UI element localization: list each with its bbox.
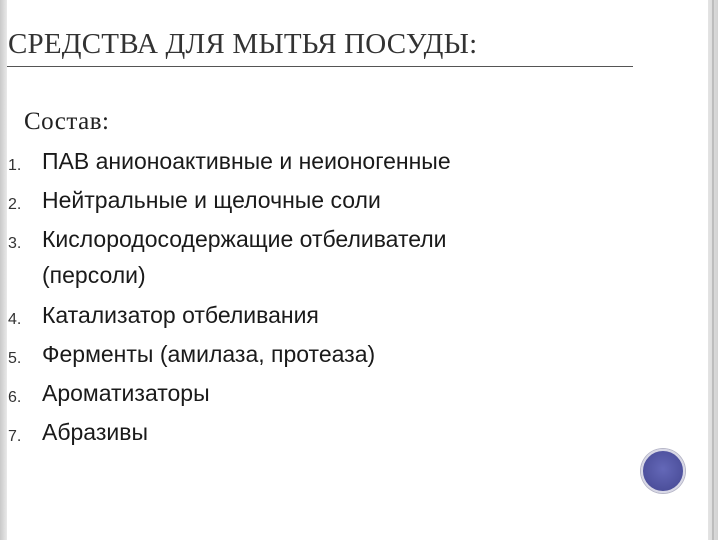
list-item-text: Кислородосодержащие отбеливатели <box>42 226 447 252</box>
slide-title: СРЕДСТВА ДЛЯ МЫТЬЯ ПОСУДЫ: <box>8 28 478 60</box>
slide-frame-left <box>0 0 7 540</box>
list-item-text: ПАВ анионоактивные и неионогенные <box>42 148 451 174</box>
list-item-text: Ферменты (амилаза, протеаза) <box>42 341 376 367</box>
list-item-number: 4. <box>8 311 22 328</box>
list-item-number: 6. <box>8 389 22 406</box>
list-item-text: Катализатор отбеливания <box>42 302 319 328</box>
list-item-text-continuation: (персоли) <box>42 262 146 288</box>
decorative-circle <box>641 449 685 493</box>
slide-frame-right-line <box>712 0 714 540</box>
slide-subtitle: Состав: <box>24 108 110 135</box>
title-underline <box>7 66 633 67</box>
list-item-number: 1. <box>8 157 22 174</box>
list-item-number: 5. <box>8 350 22 367</box>
list-item-text: Абразивы <box>42 419 148 445</box>
list-item-text: Ароматизаторы <box>42 380 210 406</box>
list-item-number: 3. <box>8 235 22 252</box>
list-item-number: 7. <box>8 428 22 445</box>
list-item-text: Нейтральные и щелочные соли <box>42 187 381 213</box>
list-item-number: 2. <box>8 196 22 213</box>
